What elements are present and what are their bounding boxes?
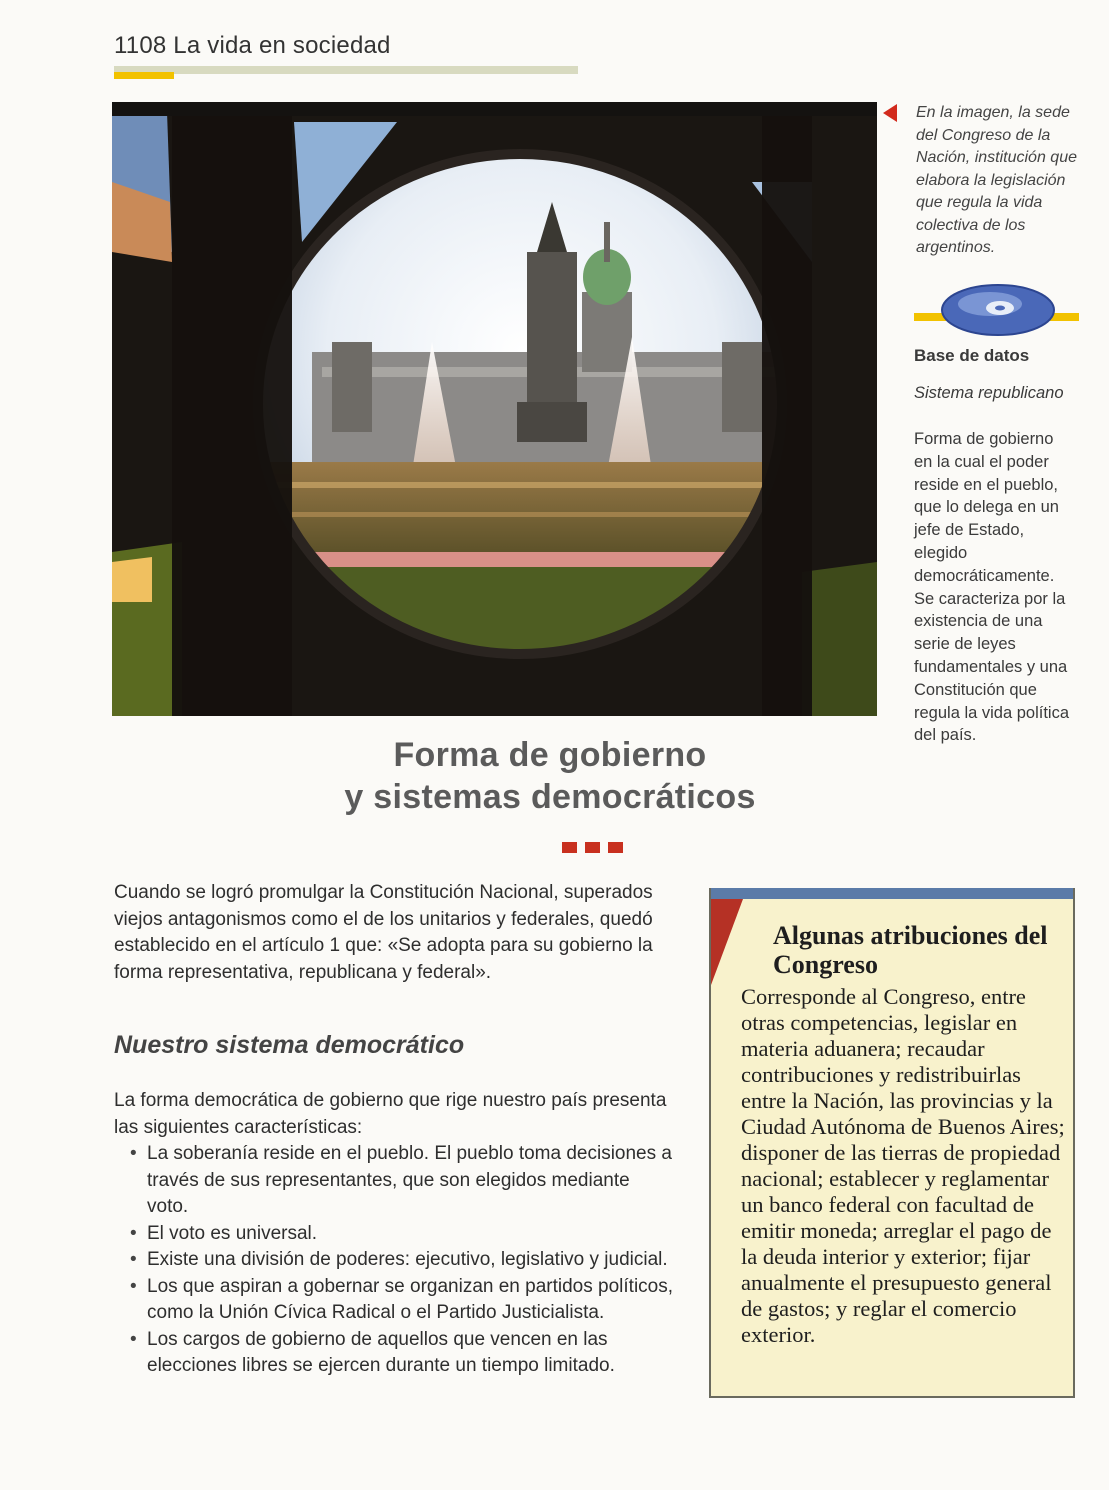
caption-pointer-icon	[883, 104, 897, 122]
box-corner-accent	[711, 899, 743, 985]
box-body: Corresponde al Congreso, entre otras competencias, legislar en materia aduanera; recaudar contribuciones y redistribuirlas entre la Nación, las provincias y la Ciudad Autónoma de Buenos Aires; disponer de las tierras de propiedad nacional; establecer y reglamentar un banco federal con facultad de emitir moneda; arreglar el pago de la deuda interior y exterior; fijar anualmente el presupuesto general de gastos; y reglar el comercio exterior.	[741, 984, 1065, 1347]
list-item: • Los que aspiran a gobernar se organizan en partidos políticos, como la Unión Cívica Radical o el Partido Justicialista.	[128, 1274, 676, 1327]
header-divider	[114, 66, 578, 74]
main-title-line2: y sistemas democráticos	[344, 778, 756, 816]
features-list	[128, 1141, 676, 1380]
features-intro: La forma democrática de gobierno que rige nuestro país presenta las siguientes características:	[114, 1090, 667, 1138]
intro-paragraph: Cuando se logró promulgar la Constitución Nacional, superados viejos antagonismos como el de los unitarios y federales, quedó establecido en el artículo 1 que: «Se adopta para su gobierno la forma representativa, republicana y federal».	[114, 882, 653, 983]
congress-photo-illustration	[112, 102, 877, 716]
section-subheading: Nuestro sistema democrático	[114, 1031, 465, 1059]
list-item: • Los cargos de gobierno de aquellos que vencen en las elecciones libres se ejercen durante un tiempo limitado.	[128, 1327, 676, 1380]
header-divider-accent	[114, 72, 174, 79]
database-term: Sistema republicano	[914, 384, 1064, 402]
ornament-square	[608, 842, 623, 853]
congress-photo	[112, 102, 877, 716]
database-title: Base de datos	[914, 346, 1030, 365]
cd-icon	[914, 280, 1079, 340]
box-top-bar	[711, 888, 1073, 899]
page-header	[114, 32, 391, 60]
box-title: Algunas atribuciones del Congreso	[773, 921, 1048, 979]
main-title	[300, 734, 800, 818]
list-item: • Existe una división de poderes: ejecutivo, legislativo y judicial.	[128, 1247, 676, 1274]
database-definition: Forma de gobierno en la cual el poder reside en el pueblo, que lo delega en un jefe de Estado, elegido democráticamente. Se caracteriza por la existencia de una serie de leyes fundamentales y una Constitución que regula la vida política del país.	[914, 430, 1070, 745]
page-number: 1108	[114, 32, 167, 59]
title-ornament	[562, 842, 623, 853]
list-item: • El voto es universal.	[128, 1221, 676, 1248]
section-title: La vida en sociedad	[173, 32, 391, 59]
congress-attributions-box	[709, 888, 1075, 1398]
list-item: • La soberanía reside en el pueblo. El pueblo toma decisiones a través de sus representantes, que son elegidos mediante voto.	[128, 1141, 676, 1221]
main-title-line1: Forma de gobierno	[393, 736, 707, 774]
ornament-square	[562, 842, 577, 853]
ornament-square	[585, 842, 600, 853]
photo-caption: En la imagen, la sede del Congreso de la Nación, institución que elabora la legislación que regula la vida colectiva de los argentinos.	[916, 104, 1077, 256]
